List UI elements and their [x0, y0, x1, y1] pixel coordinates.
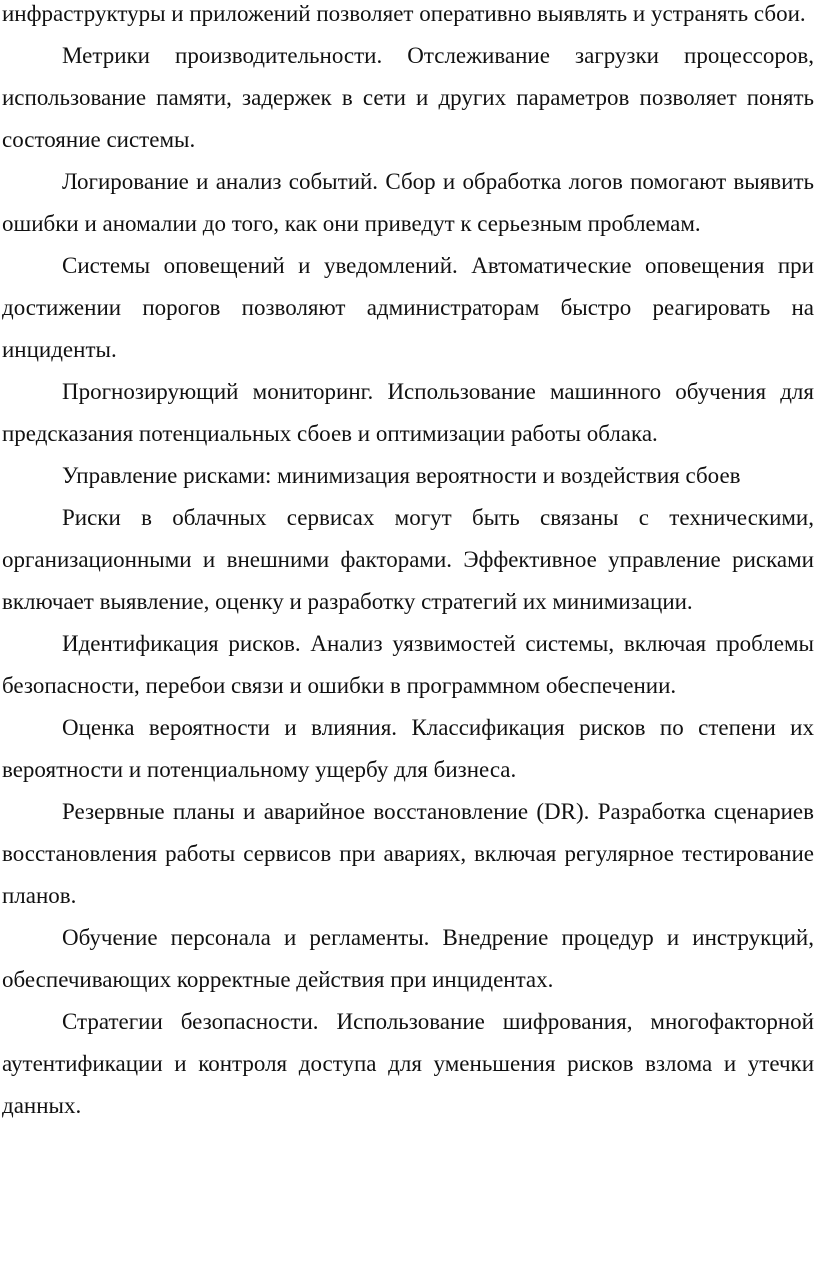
paragraph-staff-training: Обучение персонала и регламенты. Внедрение процедур и инструкций, обеспечивающих корректные действия при инцидентах. [2, 925, 814, 992]
paragraph-continuation: инфраструктуры и приложений позволяет оперативно выявлять и устранять сбои. [2, 1, 806, 26]
paragraph-alerting: Системы оповещений и уведомлений. Автоматические оповещения при достижении порогов позволяют администраторам быстро реагировать на инциденты. [2, 253, 814, 362]
paragraph-performance-metrics: Метрики производительности. Отслеживание загрузки процессоров, использование памяти, задержек в сети и других параметров позволяет понять состояние системы. [2, 43, 814, 152]
paragraph-logging: Логирование и анализ событий. Сбор и обработка логов помогают выявить ошибки и аномалии до того, как они приведут к серьезным проблемам. [2, 169, 814, 236]
paragraph-predictive-monitoring: Прогнозирующий мониторинг. Использование машинного обучения для предсказания потенциальных сбоев и оптимизации работы облака. [2, 379, 814, 446]
paragraph-disaster-recovery: Резервные планы и аварийное восстановление (DR). Разработка сценариев восстановления работы сервисов при авариях, включая регулярное тестирование планов. [2, 799, 814, 908]
paragraph-security-strategies: Стратегии безопасности. Использование шифрования, многофакторной аутентификации и контроля доступа для уменьшения рисков взлома и утечки данных. [2, 1009, 814, 1118]
document-body [2, 0, 814, 1127]
paragraph-risk-identification: Идентификация рисков. Анализ уязвимостей системы, включая проблемы безопасности, перебои связи и ошибки в программном обеспечении. [2, 631, 814, 698]
paragraph-risk-intro: Риски в облачных сервисах могут быть связаны с техническими, организационными и внешними факторами. Эффективное управление рисками включает выявление, оценку и разработку стратегий их минимизации. [2, 505, 814, 614]
section-heading-risk-management: Управление рисками: минимизация вероятности и воздействия сбоев [62, 463, 741, 488]
paragraph-risk-assessment: Оценка вероятности и влияния. Классификация рисков по степени их вероятности и потенциальному ущербу для бизнеса. [2, 715, 814, 782]
